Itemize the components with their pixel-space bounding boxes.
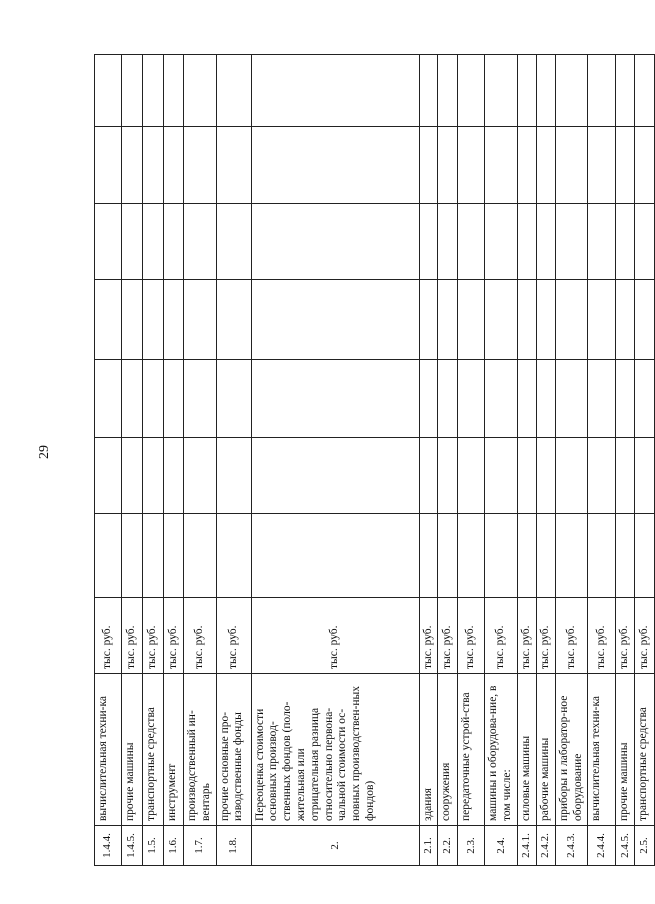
value-cell xyxy=(95,55,122,127)
value-cell xyxy=(458,55,485,127)
value-cell xyxy=(143,204,164,280)
table-row xyxy=(458,55,485,866)
row-number: 1.5. xyxy=(143,826,164,866)
row-number: 2.5. xyxy=(635,826,655,866)
row-indicator-name: передаточные устрой-ства xyxy=(458,674,485,826)
value-cell xyxy=(536,55,555,127)
value-cell xyxy=(164,204,184,280)
value-cell xyxy=(184,280,217,360)
value-cell xyxy=(635,438,655,514)
value-cell xyxy=(122,204,143,280)
value-cell xyxy=(458,360,485,438)
row-indicator-name: производственный ин-вентарь xyxy=(184,674,217,826)
row-number: 2.4.4. xyxy=(588,826,616,866)
table-row xyxy=(588,55,616,866)
value-cell xyxy=(555,360,588,438)
row-number: 2.4.3. xyxy=(555,826,588,866)
table-row xyxy=(95,55,122,866)
value-cell xyxy=(555,514,588,598)
value-cell xyxy=(635,204,655,280)
value-cell xyxy=(536,127,555,204)
value-cell xyxy=(616,55,635,127)
value-cell xyxy=(143,127,164,204)
row-indicator-name: прочие основные про-изводственные фонды xyxy=(216,674,251,826)
value-cell xyxy=(251,55,419,127)
row-number: 2.4. xyxy=(485,826,518,866)
row-unit: тыс. руб. xyxy=(616,598,635,674)
value-cell xyxy=(438,438,458,514)
value-cell xyxy=(184,204,217,280)
value-cell xyxy=(95,127,122,204)
value-cell xyxy=(438,55,458,127)
value-cell xyxy=(95,204,122,280)
value-cell xyxy=(438,514,458,598)
row-indicator-name: сооружения xyxy=(438,674,458,826)
value-cell xyxy=(517,55,536,127)
value-cell xyxy=(517,204,536,280)
rotated-table-wrapper xyxy=(94,55,651,866)
value-cell xyxy=(251,514,419,598)
value-cell xyxy=(184,360,217,438)
value-cell xyxy=(536,514,555,598)
row-number: 2.4.5. xyxy=(616,826,635,866)
row-number: 2.2. xyxy=(438,826,458,866)
value-cell xyxy=(517,514,536,598)
row-unit: тыс. руб. xyxy=(635,598,655,674)
value-cell xyxy=(419,55,438,127)
value-cell xyxy=(635,514,655,598)
row-unit: тыс. руб. xyxy=(536,598,555,674)
value-cell xyxy=(485,360,518,438)
row-unit: тыс. руб. xyxy=(517,598,536,674)
value-cell xyxy=(419,127,438,204)
table-row xyxy=(184,55,217,866)
value-cell xyxy=(588,514,616,598)
row-number: 2.4.1. xyxy=(517,826,536,866)
value-cell xyxy=(555,438,588,514)
value-cell xyxy=(616,514,635,598)
value-cell xyxy=(251,280,419,360)
row-number: 1.8. xyxy=(216,826,251,866)
value-cell xyxy=(517,280,536,360)
row-indicator-name: приборы и лаборатор-ное оборудование xyxy=(555,674,588,826)
value-cell xyxy=(458,280,485,360)
value-cell xyxy=(216,438,251,514)
value-cell xyxy=(216,280,251,360)
row-indicator-name: прочие машины xyxy=(616,674,635,826)
value-cell xyxy=(419,514,438,598)
value-cell xyxy=(95,514,122,598)
value-cell xyxy=(517,360,536,438)
value-cell xyxy=(95,280,122,360)
table-row xyxy=(635,55,655,866)
value-cell xyxy=(184,55,217,127)
table-row xyxy=(536,55,555,866)
value-cell xyxy=(184,514,217,598)
value-cell xyxy=(517,127,536,204)
value-cell xyxy=(164,360,184,438)
row-indicator-name: прочие машины xyxy=(122,674,143,826)
row-number: 2.3. xyxy=(458,826,485,866)
value-cell xyxy=(251,438,419,514)
value-cell xyxy=(635,127,655,204)
value-cell xyxy=(485,438,518,514)
row-unit: тыс. руб. xyxy=(438,598,458,674)
value-cell xyxy=(164,55,184,127)
value-cell xyxy=(635,280,655,360)
row-indicator-name: силовые машины xyxy=(517,674,536,826)
row-indicator-name: вычислительная техни-ка xyxy=(95,674,122,826)
table-row xyxy=(517,55,536,866)
value-cell xyxy=(588,204,616,280)
value-cell xyxy=(251,127,419,204)
table-row xyxy=(438,55,458,866)
row-unit: тыс. руб. xyxy=(419,598,438,674)
row-number: 2. xyxy=(251,826,419,866)
value-cell xyxy=(438,127,458,204)
table-row xyxy=(164,55,184,866)
value-cell xyxy=(419,204,438,280)
value-cell xyxy=(122,280,143,360)
value-cell xyxy=(216,55,251,127)
value-cell xyxy=(588,438,616,514)
value-cell xyxy=(251,204,419,280)
value-cell xyxy=(616,360,635,438)
row-indicator-name: инструмент xyxy=(164,674,184,826)
row-number: 1.4.5. xyxy=(122,826,143,866)
value-cell xyxy=(588,127,616,204)
value-cell xyxy=(485,280,518,360)
value-cell xyxy=(143,514,164,598)
row-unit: тыс. руб. xyxy=(164,598,184,674)
table-row xyxy=(143,55,164,866)
value-cell xyxy=(122,127,143,204)
table-row xyxy=(251,55,419,866)
value-cell xyxy=(555,204,588,280)
value-cell xyxy=(122,360,143,438)
row-unit: тыс. руб. xyxy=(143,598,164,674)
value-cell xyxy=(588,360,616,438)
page-number: 29 xyxy=(37,445,52,459)
value-cell xyxy=(588,55,616,127)
value-cell xyxy=(419,438,438,514)
value-cell xyxy=(164,280,184,360)
row-unit: тыс. руб. xyxy=(122,598,143,674)
row-indicator-name: машины и оборудова-ние, в том числе: xyxy=(485,674,518,826)
value-cell xyxy=(184,438,217,514)
value-cell xyxy=(164,514,184,598)
value-cell xyxy=(122,514,143,598)
row-number: 1.6. xyxy=(164,826,184,866)
value-cell xyxy=(122,438,143,514)
value-cell xyxy=(555,55,588,127)
table-row xyxy=(616,55,635,866)
value-cell xyxy=(458,127,485,204)
table-row xyxy=(122,55,143,866)
row-indicator-name: транспортные средства xyxy=(143,674,164,826)
row-unit: тыс. руб. xyxy=(251,598,419,674)
value-cell xyxy=(216,360,251,438)
value-cell xyxy=(588,280,616,360)
value-cell xyxy=(216,127,251,204)
value-cell xyxy=(458,204,485,280)
value-cell xyxy=(458,514,485,598)
table-row xyxy=(419,55,438,866)
value-cell xyxy=(438,204,458,280)
row-indicator-name: здания xyxy=(419,674,438,826)
value-cell xyxy=(555,127,588,204)
value-cell xyxy=(616,280,635,360)
row-unit: тыс. руб. xyxy=(95,598,122,674)
value-cell xyxy=(616,127,635,204)
value-cell xyxy=(164,127,184,204)
value-cell xyxy=(122,55,143,127)
row-unit: тыс. руб. xyxy=(485,598,518,674)
row-unit: тыс. руб. xyxy=(555,598,588,674)
value-cell xyxy=(95,360,122,438)
value-cell xyxy=(536,280,555,360)
value-cell xyxy=(616,204,635,280)
row-indicator-name: рабочие машины xyxy=(536,674,555,826)
row-indicator-name: транспортные средства xyxy=(635,674,655,826)
value-cell xyxy=(616,438,635,514)
row-unit: тыс. руб. xyxy=(216,598,251,674)
row-number: 1.7. xyxy=(184,826,217,866)
value-cell xyxy=(143,280,164,360)
value-cell xyxy=(419,280,438,360)
value-cell xyxy=(438,360,458,438)
value-cell xyxy=(555,280,588,360)
value-cell xyxy=(251,360,419,438)
row-number: 2.1. xyxy=(419,826,438,866)
value-cell xyxy=(458,438,485,514)
value-cell xyxy=(438,280,458,360)
value-cell xyxy=(95,438,122,514)
table-row xyxy=(216,55,251,866)
value-cell xyxy=(635,360,655,438)
value-cell xyxy=(485,204,518,280)
value-cell xyxy=(635,55,655,127)
value-cell xyxy=(517,438,536,514)
value-cell xyxy=(184,127,217,204)
value-cell xyxy=(419,360,438,438)
value-cell xyxy=(216,514,251,598)
value-cell xyxy=(536,438,555,514)
row-unit: тыс. руб. xyxy=(184,598,217,674)
value-cell xyxy=(216,204,251,280)
row-indicator-name: вычислительная техни-ка xyxy=(588,674,616,826)
value-cell xyxy=(143,360,164,438)
row-unit: тыс. руб. xyxy=(588,598,616,674)
value-cell xyxy=(485,127,518,204)
row-unit: тыс. руб. xyxy=(458,598,485,674)
table-row xyxy=(485,55,518,866)
row-number: 1.4.4. xyxy=(95,826,122,866)
value-cell xyxy=(485,55,518,127)
value-cell xyxy=(164,438,184,514)
data-table xyxy=(94,54,655,866)
row-number: 2.4.2. xyxy=(536,826,555,866)
value-cell xyxy=(485,514,518,598)
table-row xyxy=(555,55,588,866)
value-cell xyxy=(536,204,555,280)
row-indicator-name: Переоценка стоимости основных производ-ственных фондов (поло-жительная или отрицательная разница относительно первона-чальной стоимости ос-новных производствен-ных фондов) xyxy=(251,674,419,826)
value-cell xyxy=(143,438,164,514)
value-cell xyxy=(536,360,555,438)
value-cell xyxy=(143,55,164,127)
